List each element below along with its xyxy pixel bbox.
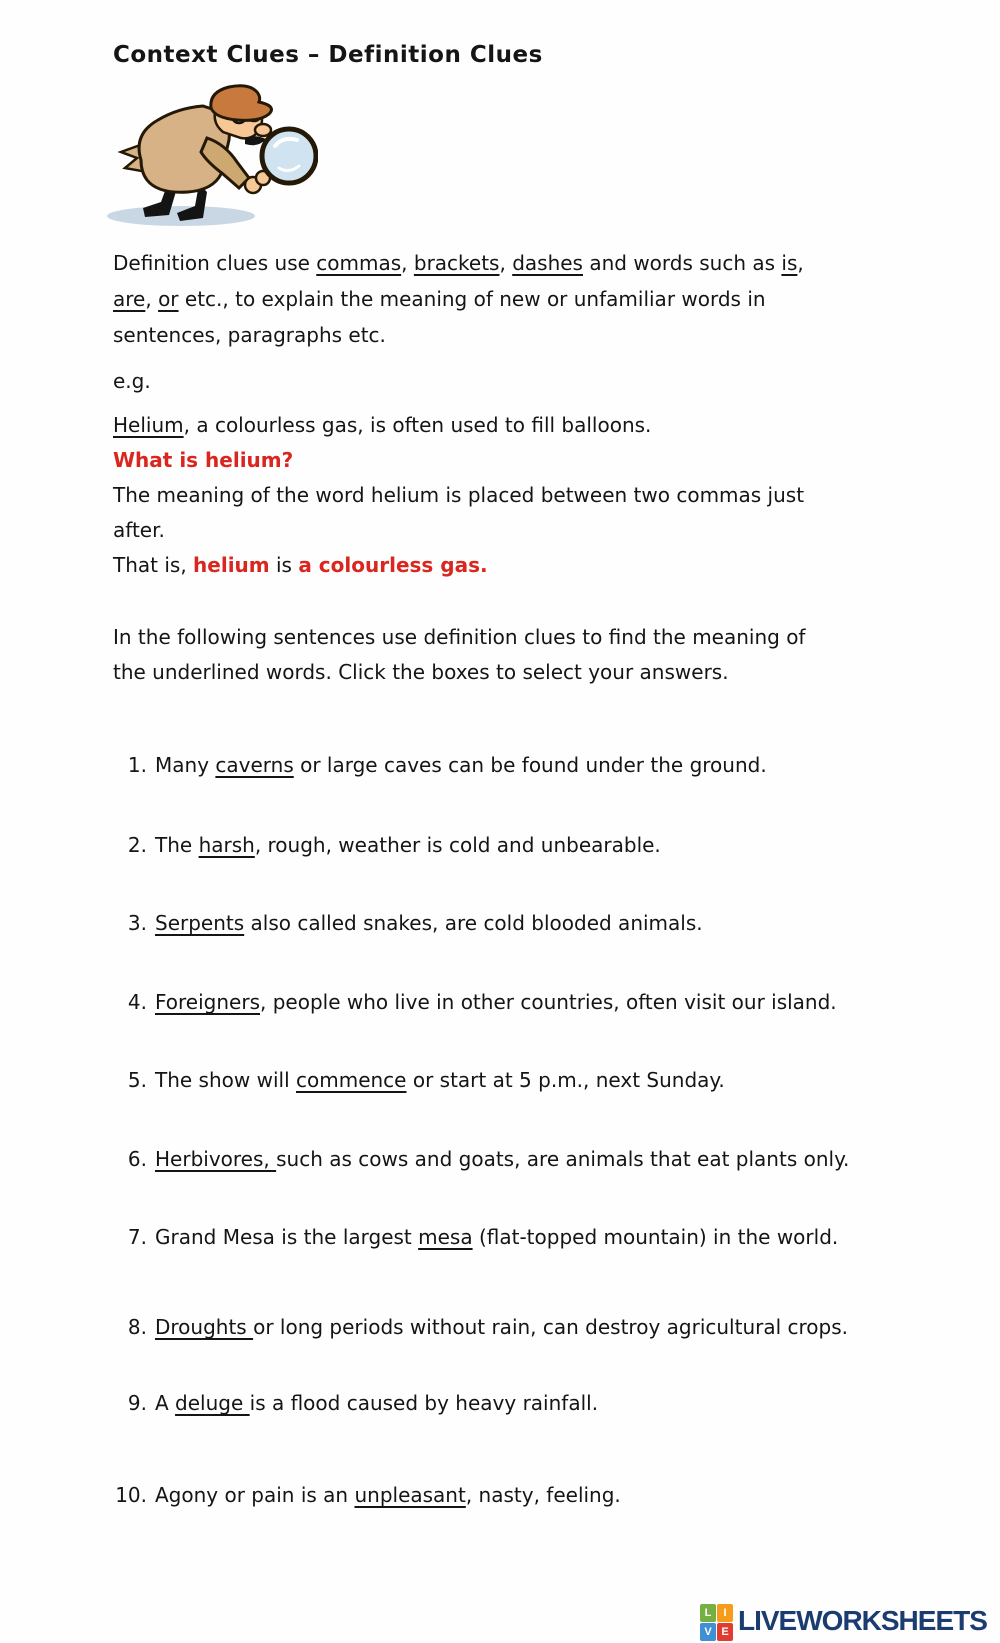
question-number: 7. xyxy=(127,1225,147,1249)
text-segment: or long periods without rain, can destroy agricultural crops. xyxy=(253,1315,849,1339)
underlined-word[interactable]: Foreigners xyxy=(155,990,260,1014)
underlined-word[interactable]: deluge xyxy=(175,1391,250,1415)
question-number: 5. xyxy=(127,1068,147,1092)
liveworksheets-logo[interactable] xyxy=(700,1602,987,1641)
text-segment: a colourless gas. xyxy=(298,553,488,577)
example-label: e.g. xyxy=(113,369,151,393)
text-segment: such as cows and goats, are animals that eat plants only. xyxy=(276,1147,850,1171)
question-text xyxy=(155,753,767,777)
text-segment: , nasty, feeling. xyxy=(465,1483,621,1507)
underlined-word[interactable]: Droughts xyxy=(155,1315,254,1339)
instructions-line: the underlined words. Click the boxes to select your answers. xyxy=(113,660,729,684)
detective-magnifier-illustration xyxy=(103,82,318,232)
question-number: 6. xyxy=(127,1147,147,1171)
example-section xyxy=(113,408,804,583)
underlined-word: are xyxy=(113,287,146,311)
question-row xyxy=(113,1065,725,1095)
text-segment: , people who live in other countries, often visit our island. xyxy=(260,990,837,1014)
underlined-word[interactable]: mesa xyxy=(418,1225,473,1249)
question-row xyxy=(113,750,767,780)
text-segment: That is, xyxy=(113,553,194,577)
question-row xyxy=(113,1222,838,1252)
text-segment: Definition clues use xyxy=(113,251,317,275)
example-line xyxy=(113,478,804,513)
underlined-word[interactable]: Herbivores, xyxy=(155,1147,277,1171)
instructions xyxy=(113,620,805,690)
text-segment: , rough, weather is cold and unbearable. xyxy=(254,833,661,857)
underlined-word: Helium xyxy=(113,413,184,437)
logo-letter-v: V xyxy=(700,1623,716,1641)
text-segment: , xyxy=(499,251,513,275)
page-title: Context Clues – Definition Clues xyxy=(113,42,543,68)
question-text xyxy=(155,911,703,935)
question-text xyxy=(155,990,837,1014)
question-row xyxy=(113,1144,849,1174)
nose-shape xyxy=(255,124,271,136)
underlined-word: or xyxy=(158,287,179,311)
example-line xyxy=(113,408,804,443)
question-text xyxy=(155,1225,838,1249)
text-segment: Grand Mesa is the largest xyxy=(155,1225,419,1249)
question-row xyxy=(113,908,703,938)
text-segment: after. xyxy=(113,518,165,542)
question-text xyxy=(155,1068,725,1092)
text-segment: , xyxy=(145,287,159,311)
question-number: 9. xyxy=(127,1391,147,1415)
text-segment: is xyxy=(269,553,299,577)
question-number: 8. xyxy=(127,1315,147,1339)
text-segment: helium xyxy=(193,553,270,577)
question-text xyxy=(155,833,661,857)
question-number: 10. xyxy=(115,1483,147,1507)
underlined-word[interactable]: harsh xyxy=(198,833,255,857)
text-segment: Many xyxy=(155,753,216,777)
text-segment: and words such as xyxy=(582,251,782,275)
question-number: 2. xyxy=(127,833,147,857)
question-row xyxy=(113,1480,621,1510)
text-segment: or start at 5 p.m., next Sunday. xyxy=(406,1068,725,1092)
brand-wordmark: LIVEWORKSHEETS xyxy=(738,1605,987,1636)
text-segment: A xyxy=(155,1391,176,1415)
question-text xyxy=(155,1391,598,1415)
text-segment: The show will xyxy=(155,1068,296,1092)
example-line xyxy=(113,548,804,583)
question-number: 3. xyxy=(127,911,147,935)
text-segment: The meaning of the word helium is placed between two commas just xyxy=(113,483,805,507)
question-row xyxy=(113,830,661,860)
underlined-word: brackets xyxy=(413,251,500,275)
text-segment: (flat-topped mountain) in the world. xyxy=(472,1225,839,1249)
question-number: 4. xyxy=(127,990,147,1014)
liveworksheets-logo-icon xyxy=(700,1604,733,1641)
underlined-word[interactable]: Serpents xyxy=(155,911,245,935)
underlined-word: commas xyxy=(316,251,402,275)
instructions-line: In the following sentences use definition clues to find the meaning of xyxy=(113,625,806,649)
text-segment: also called snakes, are cold blooded animals. xyxy=(244,911,703,935)
intro-line xyxy=(113,245,804,281)
underlined-word[interactable]: unpleasant xyxy=(354,1483,466,1507)
example-line xyxy=(113,443,804,478)
question-row xyxy=(113,987,837,1017)
question-row xyxy=(113,1312,848,1342)
text-segment: , a colourless gas, is often used to fill balloons. xyxy=(183,413,652,437)
logo-letter-i: I xyxy=(717,1604,733,1622)
text-segment: , xyxy=(797,251,804,275)
text-segment: etc., to explain the meaning of new or unfamiliar words in xyxy=(178,287,766,311)
intro-paragraph xyxy=(113,245,804,353)
intro-line xyxy=(113,281,804,317)
text-segment: , xyxy=(401,251,414,275)
underlined-word[interactable]: caverns xyxy=(215,753,294,777)
question-text xyxy=(155,1315,848,1339)
text-segment: or large caves can be found under the ground. xyxy=(293,753,767,777)
text-segment: The xyxy=(155,833,199,857)
question-number: 1. xyxy=(127,753,147,777)
underlined-word: dashes xyxy=(512,251,583,275)
question-text xyxy=(155,1147,849,1171)
question-row xyxy=(113,1388,598,1418)
text-segment: Agony or pain is an xyxy=(155,1483,355,1507)
text-segment: is a flood caused by heavy rainfall. xyxy=(249,1391,599,1415)
question-text xyxy=(155,1483,621,1507)
text-segment: What is helium? xyxy=(113,448,294,472)
logo-letter-l: L xyxy=(700,1604,716,1622)
intro-line xyxy=(113,317,804,353)
logo-letter-e: E xyxy=(717,1623,733,1641)
text-segment: sentences, paragraphs etc. xyxy=(113,323,386,347)
underlined-word[interactable]: commence xyxy=(296,1068,407,1092)
underlined-word: is xyxy=(781,251,798,275)
hat-shape xyxy=(211,86,272,121)
example-line xyxy=(113,513,804,548)
